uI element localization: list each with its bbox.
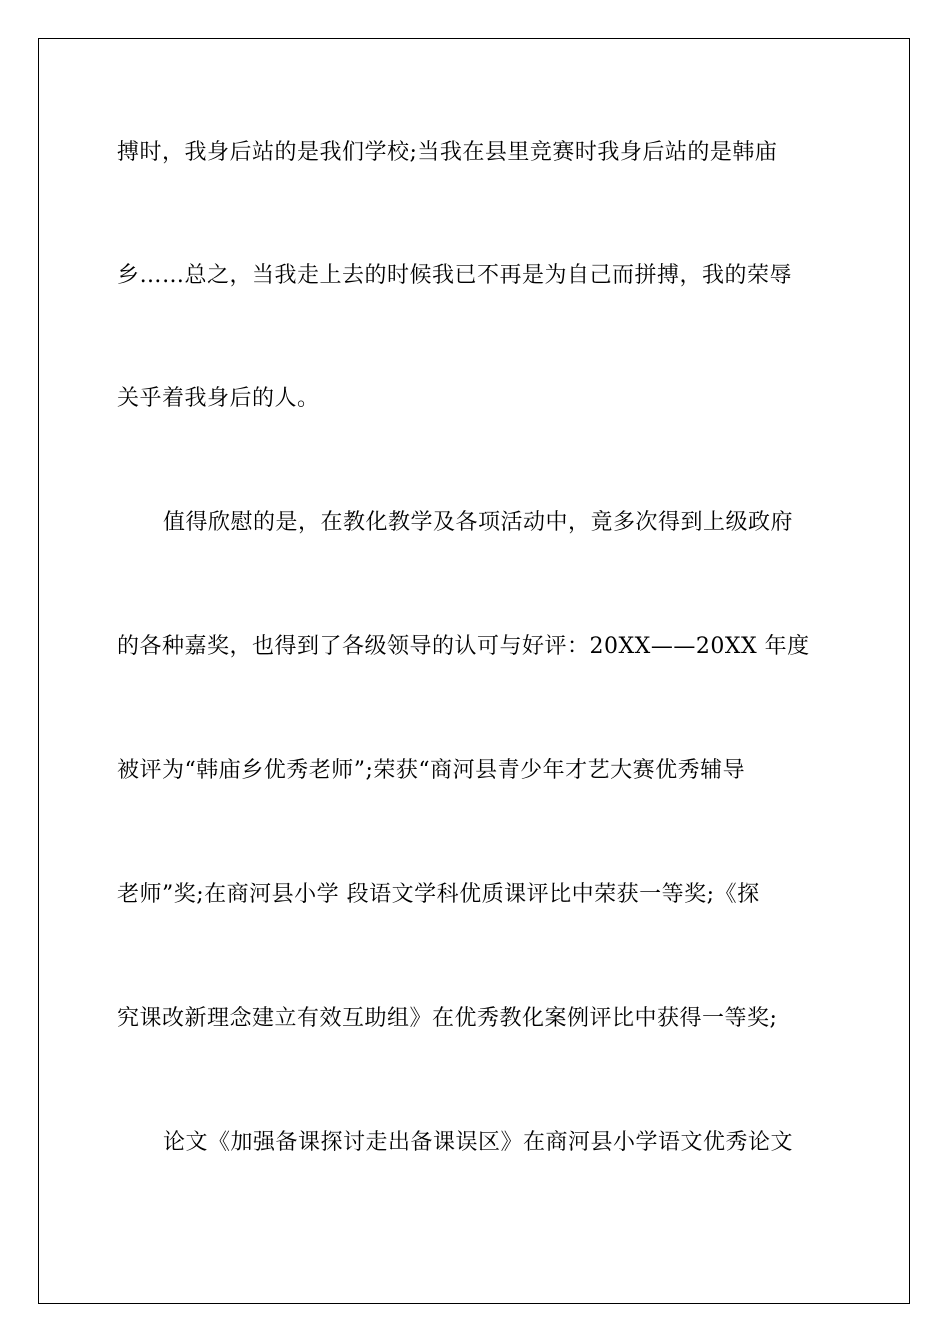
paragraph-line: 被评为“韩庙乡优秀老师”;荣获“商河县青少年才艺大赛优秀辅导 [117,758,746,783]
paragraph-line: 究课改新理念建立有效互助组》在优秀教化案例评比中获得一等奖; [117,1006,778,1031]
page-border [38,38,910,1304]
paragraph-line: 老师”奖;在商河县小学 段语文学科优质课评比中荣获一等奖;《探 [117,882,760,907]
paragraph-line: 论文《加强备课探讨走出备课误区》在商河县小学语文优秀论文 [163,1130,794,1155]
paragraph-line: 乡……总之，当我走上去的时候我已不再是为自己而拼搏，我的荣辱 [117,263,793,288]
paragraph-line: 的各种嘉奖，也得到了各级领导的认可与好评：20XX——20XX 年度 [117,634,810,659]
paragraph-line: 搏时，我身后站的是我们学校;当我在县里竞赛时我身后站的是韩庙 [117,140,778,165]
paragraph-line: 值得欣慰的是，在教化教学及各项活动中，竟多次得到上级政府 [163,510,794,535]
paragraph-line: 关乎着我身后的人。 [117,386,320,411]
